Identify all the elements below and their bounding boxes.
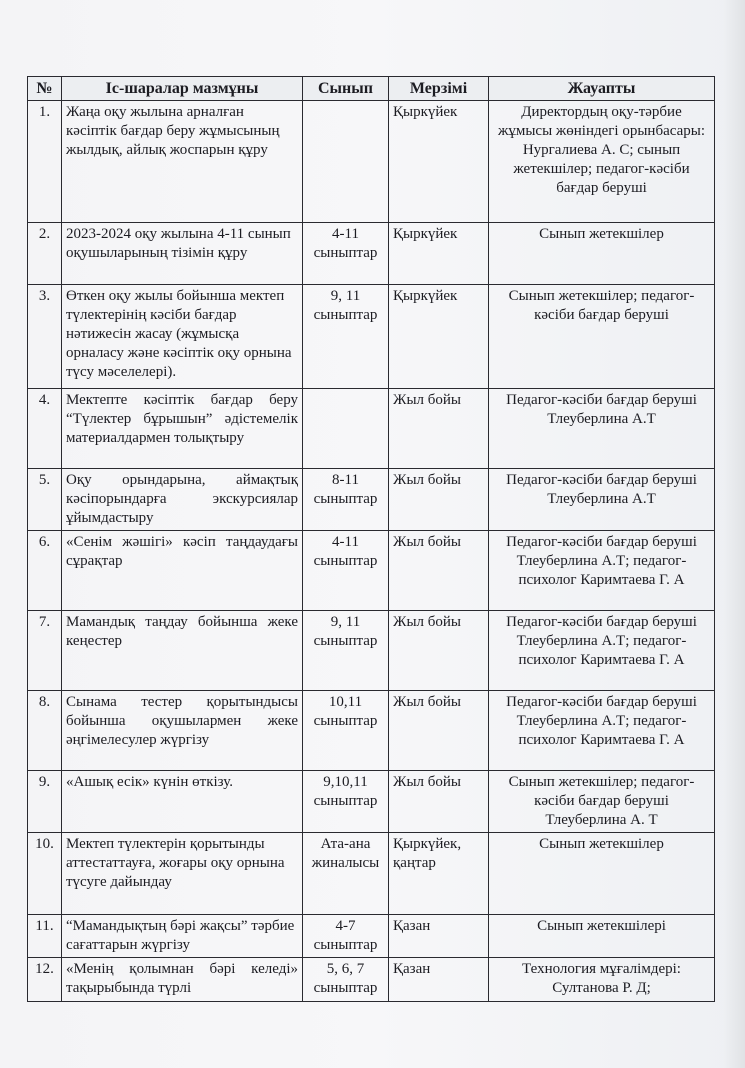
row-number: 9. (28, 771, 62, 833)
row-number: 12. (28, 958, 62, 1002)
row-content: Оқу орындарына, аймақтық кәсіпорындарға экскурсиялар ұйымдастыру (62, 469, 303, 531)
row-content: Мектепте кәсіптік бағдар беру “Түлектер бұрышын” әдістемелік материалдармен толықтыру (62, 389, 303, 469)
row-grade: 10,11 сыныптар (303, 691, 389, 771)
table-row (28, 771, 715, 833)
row-content: Мамандық таңдау бойынша жеке кеңестер (62, 611, 303, 691)
header-responsible: Жауапты (489, 77, 715, 101)
row-deadline: Қыркүйек, қаңтар (389, 833, 489, 915)
table-row (28, 958, 715, 1002)
table-row (28, 469, 715, 531)
page-edge-shadow (723, 0, 745, 1068)
row-number: 2. (28, 223, 62, 285)
row-content: «Менің қолымнан бәрі келеді» тақырыбында түрлі (62, 958, 303, 1002)
row-deadline: Жыл бойы (389, 531, 489, 611)
header-grade: Сынып (303, 77, 389, 101)
row-number: 10. (28, 833, 62, 915)
row-responsible: Педагог-кәсіби бағдар беруші Тлеуберлина А.Т; педагог-психолог Каримтаева Г. А (489, 531, 715, 611)
row-number: 6. (28, 531, 62, 611)
row-deadline: Қыркүйек (389, 101, 489, 223)
table-row (28, 691, 715, 771)
row-responsible: Сынып жетекшілер; педагог-кәсіби бағдар беруші (489, 285, 715, 389)
row-responsible: Сынып жетекшілер (489, 223, 715, 285)
row-deadline: Жыл бойы (389, 611, 489, 691)
career-guidance-plan-table (27, 76, 715, 1002)
table-row (28, 223, 715, 285)
row-grade (303, 101, 389, 223)
row-grade: 8-11 сыныптар (303, 469, 389, 531)
row-responsible: Сынып жетекшілері (489, 915, 715, 958)
row-content: «Ашық есік» күнін өткізу. (62, 771, 303, 833)
row-content: Мектеп түлектерін қорытынды аттестаттауға, жоғары оқу орнына түсуге дайындау (62, 833, 303, 915)
row-deadline: Жыл бойы (389, 691, 489, 771)
row-grade: 9, 11 сыныптар (303, 611, 389, 691)
table-header-row (28, 77, 715, 101)
table-row (28, 531, 715, 611)
row-deadline: Жыл бойы (389, 389, 489, 469)
row-deadline: Қазан (389, 915, 489, 958)
header-deadline: Мерзімі (389, 77, 489, 101)
row-number: 1. (28, 101, 62, 223)
row-responsible: Технология мұғалімдері: Султанова Р. Д; (489, 958, 715, 1002)
row-number: 11. (28, 915, 62, 958)
row-number: 4. (28, 389, 62, 469)
row-content: Өткен оқу жылы бойынша мектеп түлектерінің кәсіби бағдар нәтижесін жасау (жұмысқа орналасу және кәсіптік оқу орнына түсу мәселелері). (62, 285, 303, 389)
row-grade: 4-11 сыныптар (303, 531, 389, 611)
row-responsible: Сынып жетекшілер; педагог-кәсіби бағдар беруші Тлеуберлина А. Т (489, 771, 715, 833)
row-content: Жаңа оқу жылына арналған кәсіптік бағдар беру жұмысының жылдық, айлық жоспарын құру (62, 101, 303, 223)
header-content: Іс-шаралар мазмұны (62, 77, 303, 101)
row-number: 5. (28, 469, 62, 531)
row-deadline: Жыл бойы (389, 771, 489, 833)
table-row (28, 833, 715, 915)
row-deadline: Қазан (389, 958, 489, 1002)
row-content: “Мамандықтың бәрі жақсы” тәрбие сағаттарын жүргізу (62, 915, 303, 958)
table-row (28, 389, 715, 469)
row-grade: 9, 11 сыныптар (303, 285, 389, 389)
table-row (28, 611, 715, 691)
table-row (28, 285, 715, 389)
row-responsible: Педагог-кәсіби бағдар беруші Тлеуберлина А.Т (489, 469, 715, 531)
row-number: 7. (28, 611, 62, 691)
row-deadline: Жыл бойы (389, 469, 489, 531)
row-responsible: Педагог-кәсіби бағдар беруші Тлеуберлина А.Т; педагог-психолог Каримтаева Г. А (489, 691, 715, 771)
row-grade: Ата-ана жиналысы (303, 833, 389, 915)
header-number: № (28, 77, 62, 101)
row-deadline: Қыркүйек (389, 223, 489, 285)
row-number: 3. (28, 285, 62, 389)
table-row (28, 915, 715, 958)
row-grade (303, 389, 389, 469)
row-responsible: Педагог-кәсіби бағдар беруші Тлеуберлина А.Т; педагог-психолог Каримтаева Г. А (489, 611, 715, 691)
row-grade: 9,10,11 сыныптар (303, 771, 389, 833)
row-deadline: Қыркүйек (389, 285, 489, 389)
row-content: Сынама тестер қорытындысы бойынша оқушылармен жеке әңгімелесулер жүргізу (62, 691, 303, 771)
row-grade: 5, 6, 7 сыныптар (303, 958, 389, 1002)
row-grade: 4-11 сыныптар (303, 223, 389, 285)
row-content: 2023-2024 оқу жылына 4-11 сынып оқушыларының тізімін құру (62, 223, 303, 285)
row-number: 8. (28, 691, 62, 771)
row-content: «Сенім жәшігі» кәсіп таңдаудағы сұрақтар (62, 531, 303, 611)
row-responsible: Директордың оқу-тәрбие жұмысы жөніндегі орынбасары: Нургалиева А. С; сынып жетекшілер; педагог-кәсіби бағдар беруші (489, 101, 715, 223)
table-row (28, 101, 715, 223)
row-responsible: Сынып жетекшілер (489, 833, 715, 915)
row-responsible: Педагог-кәсіби бағдар беруші Тлеуберлина А.Т (489, 389, 715, 469)
row-grade: 4-7 сыныптар (303, 915, 389, 958)
